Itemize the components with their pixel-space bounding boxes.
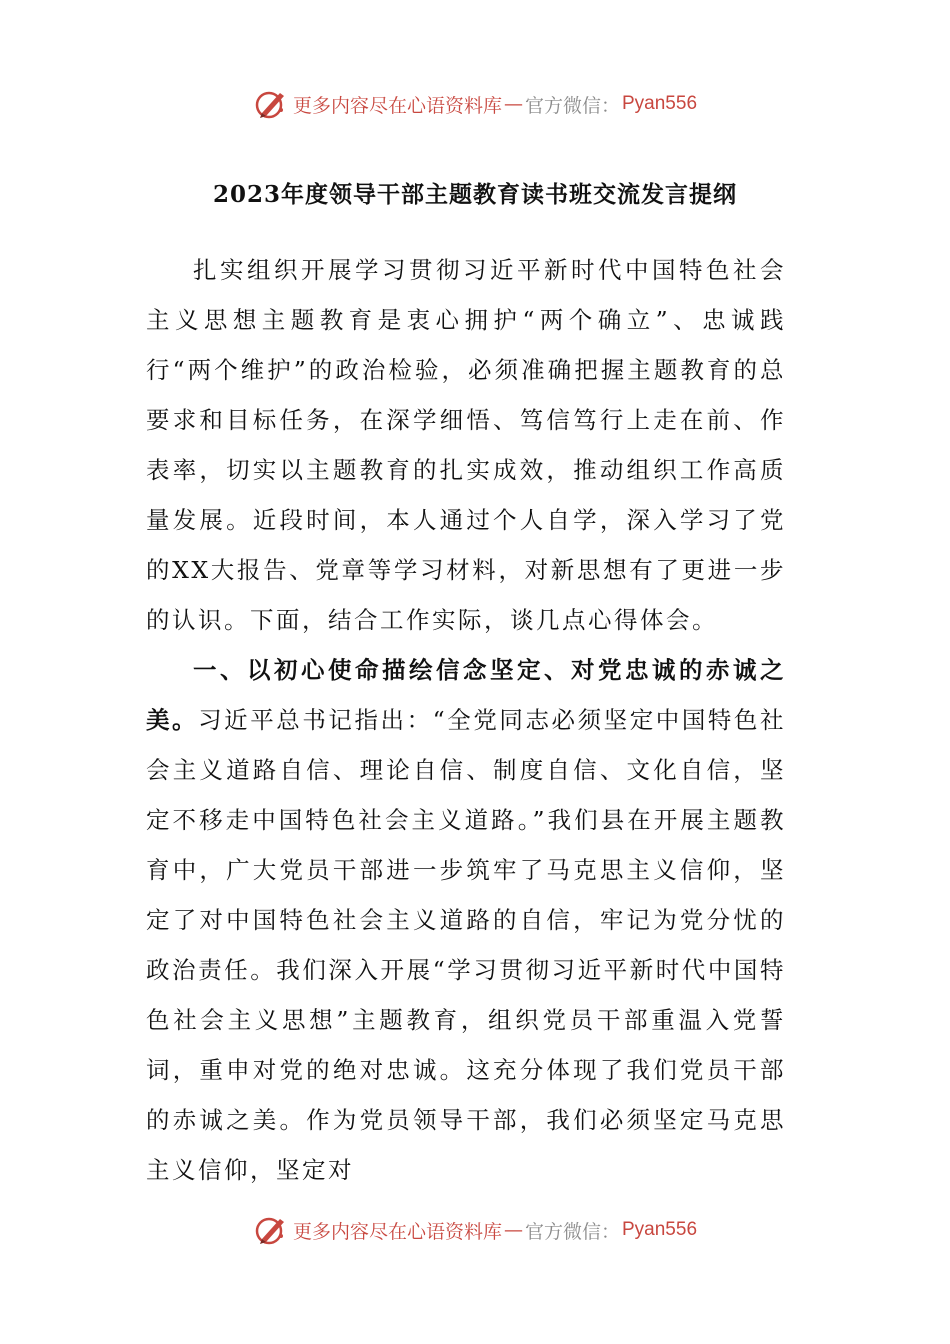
section-1-paragraph xyxy=(146,645,786,1195)
watermark-wechat-id: Pyan556 xyxy=(622,1219,698,1240)
watermark-site-text: 更多内容尽在心语资料库 xyxy=(292,1220,502,1243)
watermark-site-text: 更多内容尽在心语资料库 xyxy=(292,94,502,117)
document-title: 2023年度领导干部主题教育读书班交流发言提纲 xyxy=(212,181,737,208)
pen-logo-icon xyxy=(253,86,289,122)
watermark-wechat-label: 官方微信： xyxy=(524,1220,620,1243)
document-body xyxy=(146,245,786,1195)
section-1-heading: 一、以初心使命描绘信念坚定、对党忠诚的赤诚之美。 xyxy=(146,656,786,734)
watermark-dash: — xyxy=(503,1219,523,1241)
watermark-wechat-id: Pyan556 xyxy=(622,93,698,114)
watermark-wechat-label: 官方微信： xyxy=(524,94,620,117)
footer-watermark xyxy=(0,1212,950,1248)
pen-logo-icon xyxy=(253,1212,289,1248)
watermark-dash: — xyxy=(503,93,523,115)
intro-paragraph: 扎实组织开展学习贯彻习近平新时代中国特色社会主义思想主题教育是衷心拥护“两个确立”、忠诚践行“两个维护”的政治检验，必须准确把握主题教育的总要求和目标任务，在深学细悟、笃信笃行上走在前、作表率，切实以主题教育的扎实成效，推动组织工作高质量发展。近段时间，本人通过个人自学，深入学习了党的XX大报告、党章等学习材料，对新思想有了更进一步的认识。下面，结合工作实际，谈几点心得体会。 xyxy=(146,256,786,634)
header-watermark xyxy=(0,86,950,122)
section-1-body: 习近平总书记指出：“全党同志必须坚定中国特色社会主义道路自信、理论自信、制度自信、文化自信，坚定不移走中国特色社会主义道路。”我们县在开展主题教育中，广大党员干部进一步筑牢了马克思主义信仰，坚定了对中国特色社会主义道路的自信，牢记为党分忧的政治责任。我们深入开展“学习贯彻习近平新时代中国特色社会主义思想”主题教育，组织党员干部重温入党誓词，重申对党的绝对忠诚。这充分体现了我们党员干部的赤诚之美。作为党员领导干部，我们必须坚定马克思主义信仰，坚定对 xyxy=(146,706,786,1184)
